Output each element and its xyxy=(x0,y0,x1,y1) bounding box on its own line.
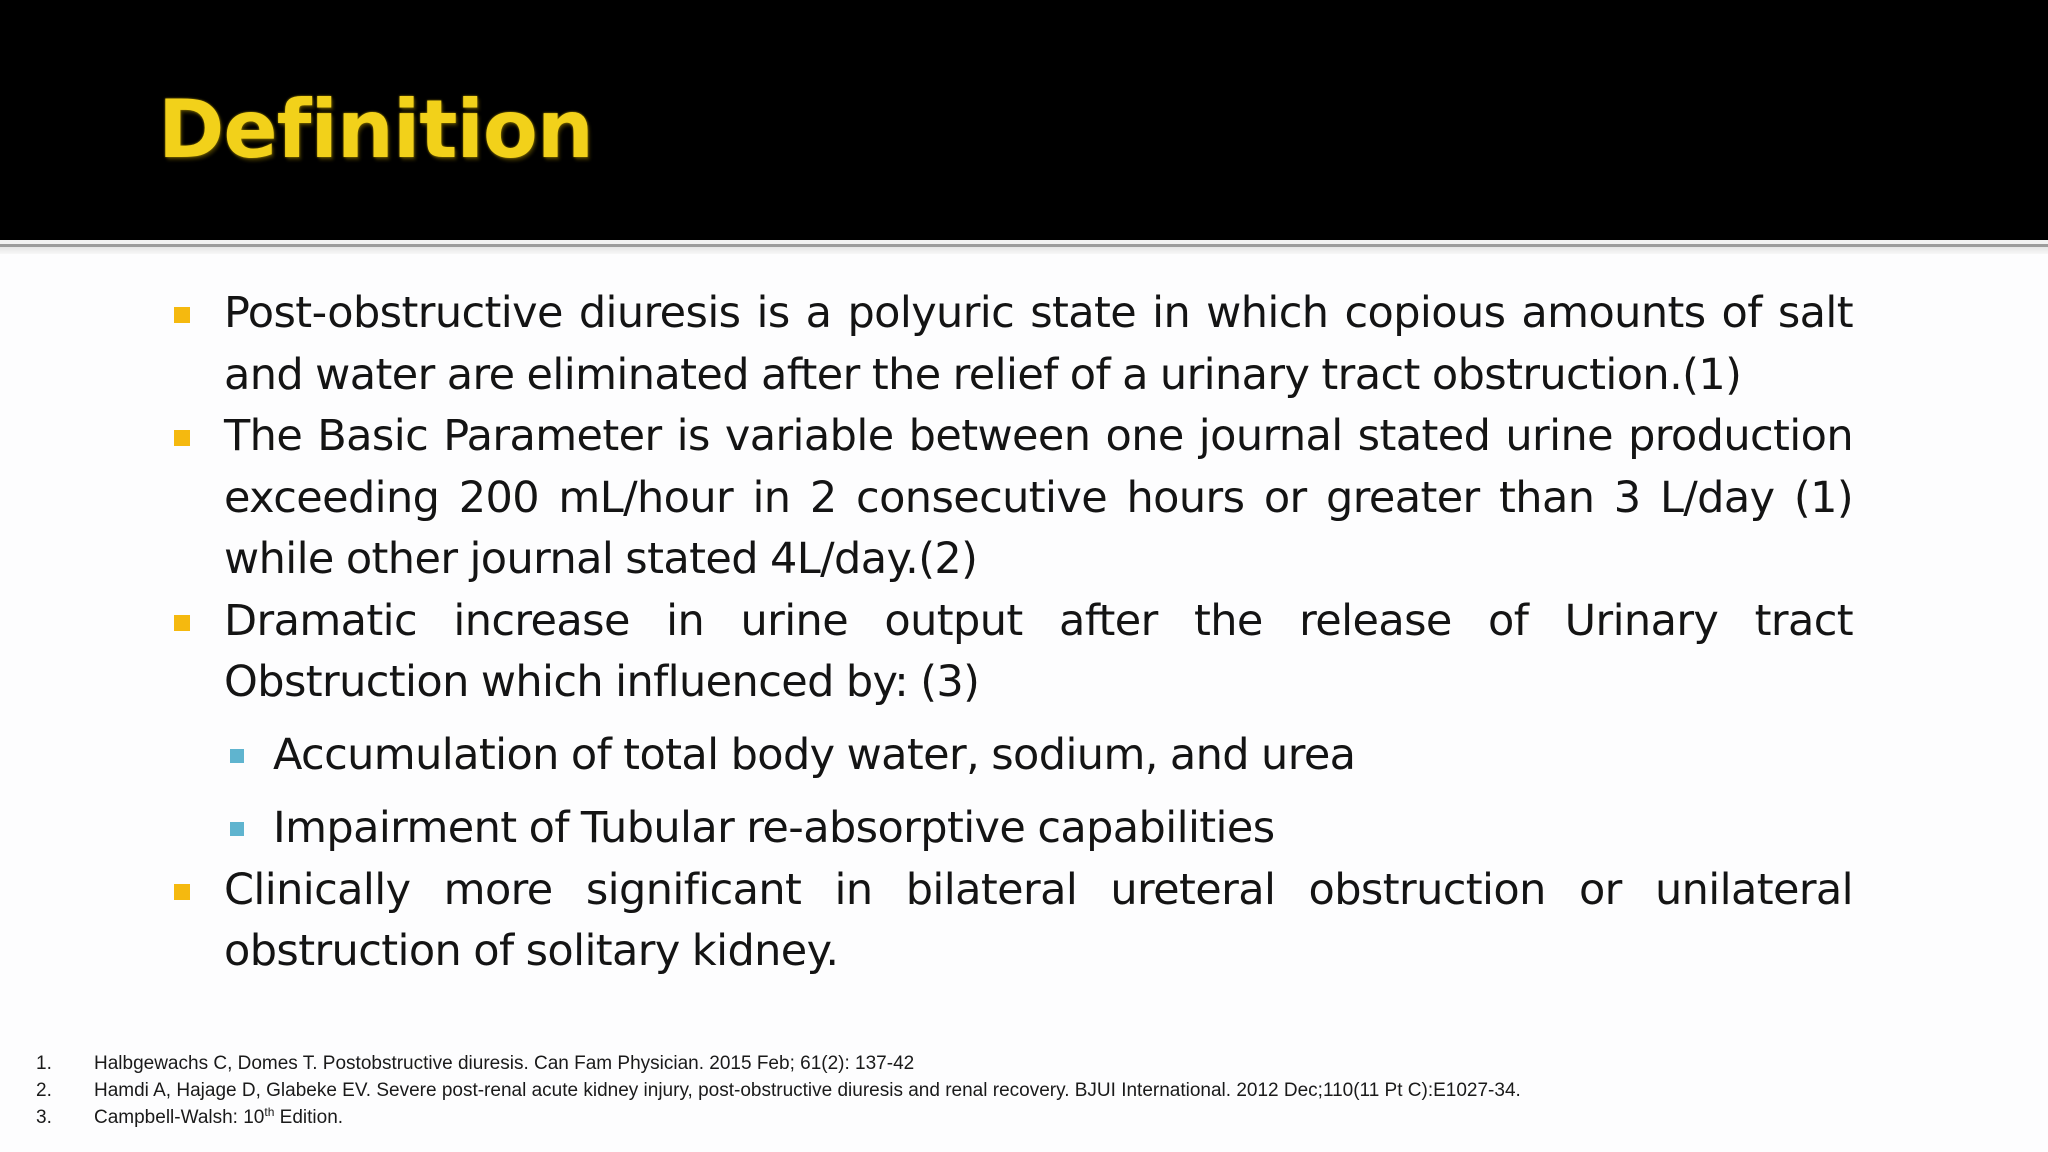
bullet-item xyxy=(168,860,1853,983)
sub-bullet-text: Impairment of Tubular re-absorptive capabilities xyxy=(273,803,1275,853)
reference-number: 2. xyxy=(36,1080,52,1101)
sub-bullet-item xyxy=(168,798,1853,860)
square-sub-bullet-icon xyxy=(230,749,244,763)
bullet-item xyxy=(168,591,1853,714)
reference-item xyxy=(36,1104,1836,1131)
sub-bullet-item xyxy=(168,725,1853,787)
title-bar xyxy=(0,0,2048,240)
bullet-item xyxy=(168,283,1853,406)
square-bullet-icon xyxy=(174,430,190,446)
bullet-text: Dramatic increase in urine output after the release of Urinary tract Obstruction which influenced by: (3) xyxy=(224,595,1853,707)
reference-text-end: Edition. xyxy=(274,1107,344,1128)
reference-number: 1. xyxy=(36,1053,52,1074)
bullet-list xyxy=(168,283,1853,983)
reference-item xyxy=(36,1050,1836,1077)
reference-item xyxy=(36,1077,1836,1104)
square-bullet-icon xyxy=(174,615,190,631)
reference-text: Hamdi A, Hajage D, Glabeke EV. Severe post-renal acute kidney injury, post-obstructive diuresis and renal recovery. BJUI International. 2012 Dec;110(11 Pt C):E1027-34. xyxy=(94,1080,1521,1101)
square-bullet-icon xyxy=(174,307,190,323)
slide-title: Definition xyxy=(158,83,593,176)
bullet-item xyxy=(168,406,1853,591)
reference-superscript: th xyxy=(264,1105,275,1119)
sub-bullet-text: Accumulation of total body water, sodium, and urea xyxy=(273,729,1356,780)
bullet-text: Clinically more significant in bilateral ureteral obstruction or unilateral obstruction of solitary kidney. xyxy=(224,864,1853,976)
bullet-text: The Basic Parameter is variable between one journal stated urine production exceeding 200 mL/hour in 2 consecutive hours or greater than 3 L/day (1) while other journal stated 4L/day.(2) xyxy=(224,411,1853,584)
reference-text-start: Campbell-Walsh: 10 xyxy=(94,1107,265,1128)
reference-number: 3. xyxy=(36,1107,52,1128)
square-sub-bullet-icon xyxy=(230,822,244,836)
reference-text: Halbgewachs C, Domes T. Postobstructive diuresis. Can Fam Physician. 2015 Feb; 61(2): 137-42 xyxy=(94,1053,915,1074)
title-divider xyxy=(0,240,2048,254)
square-bullet-icon xyxy=(174,884,190,900)
reference-list xyxy=(36,1050,1836,1131)
bullet-text: Post-obstructive diuresis is a polyuric state in which copious amounts of salt and water are eliminated after the relief of a urinary tract obstruction.(1) xyxy=(224,288,1853,400)
